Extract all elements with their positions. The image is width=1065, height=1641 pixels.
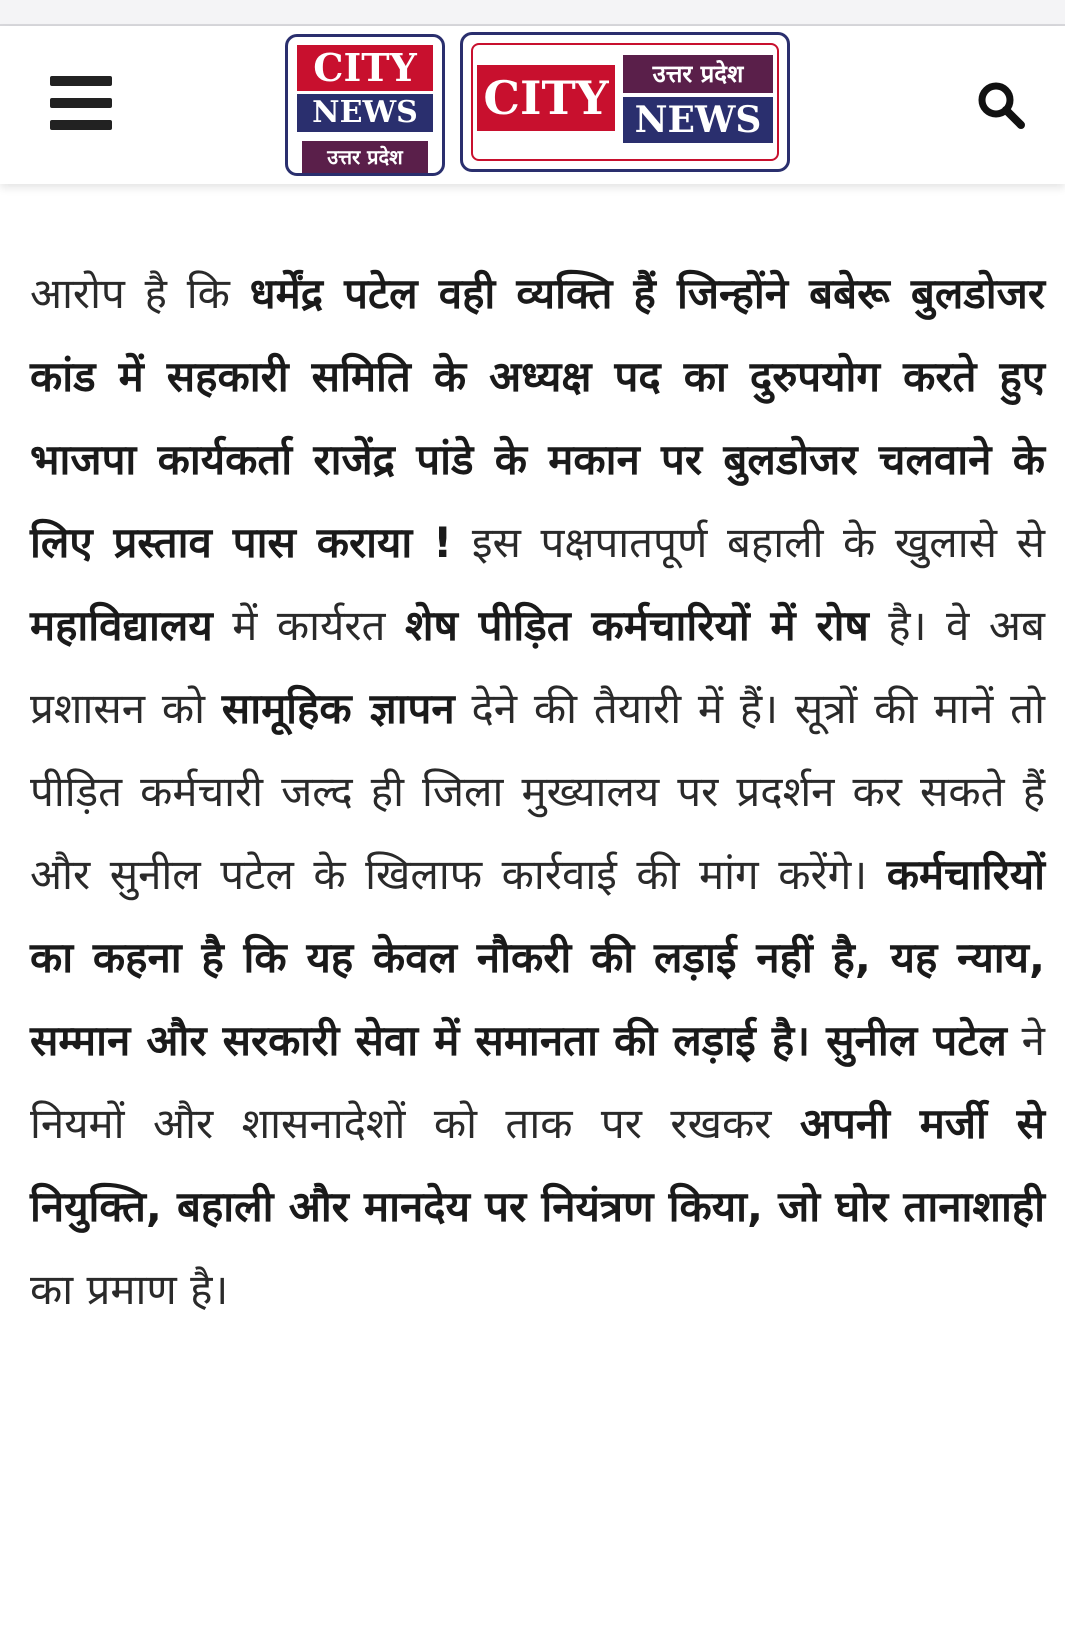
site-header — [0, 26, 1065, 184]
article-bold-text: महाविद्यालय — [30, 601, 213, 650]
status-bar — [0, 0, 1065, 26]
article-text: है। वे अब प्रशासन को — [30, 601, 1045, 733]
article-bold-text: कर्मचारियों का कहना है कि यह केवल नौकरी की लड़ाई नहीं है, यह न्याय, सम्मान और सरकारी सेवा में समानता की लड़ाई है। सुनील पटेल — [30, 850, 1045, 1065]
city-news-logo-primary[interactable] — [285, 34, 445, 176]
menu-line — [50, 120, 112, 130]
article-text: इस पक्षपातपूर्ण बहाली के खुलासे से — [452, 518, 1045, 567]
logo-news-text: NEWS — [297, 94, 433, 132]
search-icon[interactable] — [975, 79, 1027, 131]
article-text: ने नियमों और शासनादेशों को ताक पर रखकर — [30, 1016, 1045, 1148]
article-paragraph — [30, 252, 1045, 1331]
article-text: देने की तैयारी में हैं। सूत्रों की मानें तो पीड़ित कर्मचारी जल्द ही जिला मुख्यालय पर प्रदर्शन कर सकते हैं और सुनील पटेल के खिलाफ कार्रवाई की मांग करेंगे। — [30, 684, 1045, 899]
logo-city-text: CITY — [477, 65, 615, 131]
menu-line — [50, 98, 112, 108]
article-bold-text: धर्मेंद्र पटेल वही व्यक्ति हैं जिन्होंने बबेरू बुलडोजर कांड में सहकारी समिति के अध्यक्ष पद का दुरुपयोग करते हुए भाजपा कार्यकर्ता राजेंद्र पांडे के मकान पर बुलडोजर चलवाने के लिए प्रस्ताव पास कराया ! — [30, 269, 1045, 567]
article-text: आरोप है कि — [30, 269, 250, 318]
city-news-logo-secondary[interactable] — [460, 32, 790, 172]
article-bold-text: अपनी मर्जी से नियुक्ति, बहाली और मानदेय पर नियंत्रण किया, जो घोर तानाशाही — [30, 1099, 1045, 1231]
logo-news-text: NEWS — [623, 97, 773, 143]
article-text: में कार्यरत — [212, 601, 406, 650]
article-bold-text: सामूहिक ज्ञापन — [221, 684, 455, 733]
hamburger-menu-icon[interactable] — [50, 76, 112, 130]
menu-line — [50, 76, 112, 86]
logo-region-text: उत्तर प्रदेश — [302, 141, 428, 173]
article-bold-text: शेष पीड़ित कर्मचारियों में रोष — [405, 601, 869, 650]
logo-city-text: CITY — [297, 45, 433, 91]
article-text: का प्रमाण है। — [30, 1265, 229, 1314]
logo-region-text: उत्तर प्रदेश — [623, 55, 773, 93]
